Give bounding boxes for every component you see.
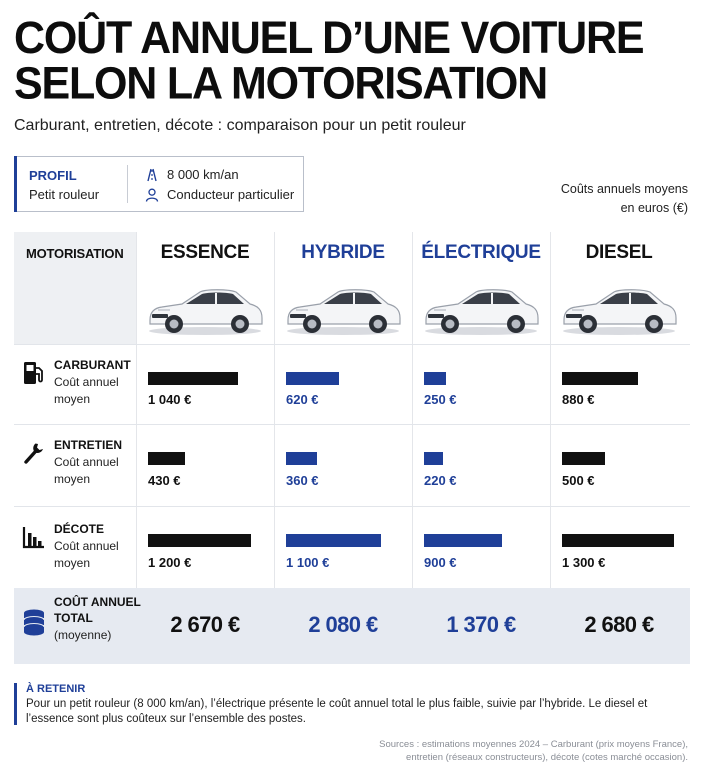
total-title xyxy=(54,594,141,626)
bar-décote-electrique xyxy=(424,534,502,547)
total-value-hybride: 2 080 € xyxy=(308,612,378,637)
row-title: ENTRETIEN xyxy=(54,438,123,452)
sources-note xyxy=(379,738,688,764)
takeaway-title: À RETENIR xyxy=(26,683,86,695)
car-icon xyxy=(136,274,274,338)
sources-line-1: Sources : estimations moyennes 2024 – Carburant (prix moyens France), xyxy=(379,739,688,750)
person-icon xyxy=(143,188,161,202)
value-label: 250 € xyxy=(424,392,457,407)
title-line-2: SELON LA MOTORISATION xyxy=(14,58,548,110)
value-label: 500 € xyxy=(562,473,595,488)
bar-carburant-essence xyxy=(148,372,238,385)
value-label: 1 200 € xyxy=(148,555,192,570)
coin-stack-icon xyxy=(22,608,46,638)
car-icon xyxy=(412,274,550,338)
total-value-essence: 2 670 € xyxy=(170,612,240,637)
profile-distance-row xyxy=(143,167,239,182)
total-subtitle: (moyenne) xyxy=(54,628,112,642)
profile-driver: Conducteur particulier xyxy=(167,187,295,202)
bar-décote-hybride xyxy=(286,534,381,547)
row-subtitle: Coût annuel moyen xyxy=(54,375,119,406)
value-label: 900 € xyxy=(424,555,457,570)
bar-carburant-electrique xyxy=(424,372,446,385)
bar-entretien-essence xyxy=(148,452,185,465)
wrench-icon xyxy=(22,440,46,466)
fuel-pump-icon xyxy=(22,360,46,386)
value-label: 360 € xyxy=(286,473,319,488)
takeaway-box xyxy=(14,683,690,725)
sources-line-2: entretien (réseaux constructeurs), décote (cotes marché occasion). xyxy=(406,752,688,763)
row-subtitle: Coût annuel moyen xyxy=(54,455,119,486)
value-label: 1 100 € xyxy=(286,555,330,570)
units-note xyxy=(561,180,688,218)
total-title-line-2: TOTAL xyxy=(54,611,93,625)
total-value-diesel: 2 680 € xyxy=(584,612,654,637)
profile-driver-row xyxy=(143,187,294,202)
value-label: 430 € xyxy=(148,473,181,488)
value-label: 1 300 € xyxy=(562,555,606,570)
header-cell xyxy=(14,232,136,344)
profile-title: PROFIL xyxy=(29,168,77,183)
column-header-hybride: HYBRIDE xyxy=(301,242,385,263)
bar-carburant-diesel xyxy=(562,372,638,385)
takeaway-text: Pour un petit rouleur (8 000 km/an), l’électrique présente le coût annuel total le plus faible, suivie par l’hybride. Le diesel et l’essence sont plus coûteux sur l’ensemble des postes. xyxy=(26,698,648,725)
takeaway-accent xyxy=(14,683,17,725)
car-icon xyxy=(550,274,688,338)
bar-décote-essence xyxy=(148,534,251,547)
road-icon xyxy=(143,168,161,182)
page-title xyxy=(14,12,694,110)
total-value-electrique: 1 370 € xyxy=(446,612,516,637)
row-subtitle: Coût annuel moyen xyxy=(54,539,119,570)
comparison-table xyxy=(14,232,690,664)
row-separator xyxy=(14,424,690,425)
declining-chart-icon xyxy=(22,524,46,550)
column-header-diesel: DIESEL xyxy=(585,242,653,263)
profile-accent xyxy=(14,156,17,212)
header-label: MOTORISATION xyxy=(26,246,124,261)
bar-entretien-diesel xyxy=(562,452,605,465)
row-title: CARBURANT xyxy=(54,358,131,372)
row-title: DÉCOTE xyxy=(54,522,105,536)
subtitle: Carburant, entretien, décote : comparaison pour un petit rouleur xyxy=(14,117,466,134)
profile-divider xyxy=(127,165,128,203)
profile-distance: 8 000 km/an xyxy=(167,167,239,182)
bar-entretien-electrique xyxy=(424,452,443,465)
car-icon xyxy=(274,274,412,338)
bar-décote-diesel xyxy=(562,534,674,547)
column-header-essence: ESSENCE xyxy=(160,242,250,263)
profile-box xyxy=(14,156,304,212)
row-separator xyxy=(14,506,690,507)
value-label: 620 € xyxy=(286,392,319,407)
value-label: 220 € xyxy=(424,473,457,488)
column-header-electrique: ÉLECTRIQUE xyxy=(421,242,541,263)
value-label: 1 040 € xyxy=(148,392,192,407)
title-line-1: COÛT ANNUEL D’UNE VOITURE xyxy=(14,12,644,64)
bar-entretien-hybride xyxy=(286,452,317,465)
units-line-2: en euros (€) xyxy=(620,201,688,215)
units-line-1: Coûts annuels moyens xyxy=(560,182,688,196)
total-title-line-1: COÛT ANNUEL xyxy=(54,595,141,609)
row-separator xyxy=(14,344,690,345)
profile-type: Petit rouleur xyxy=(29,187,100,202)
value-label: 880 € xyxy=(562,392,595,407)
total-band xyxy=(14,588,690,664)
bar-carburant-hybride xyxy=(286,372,339,385)
